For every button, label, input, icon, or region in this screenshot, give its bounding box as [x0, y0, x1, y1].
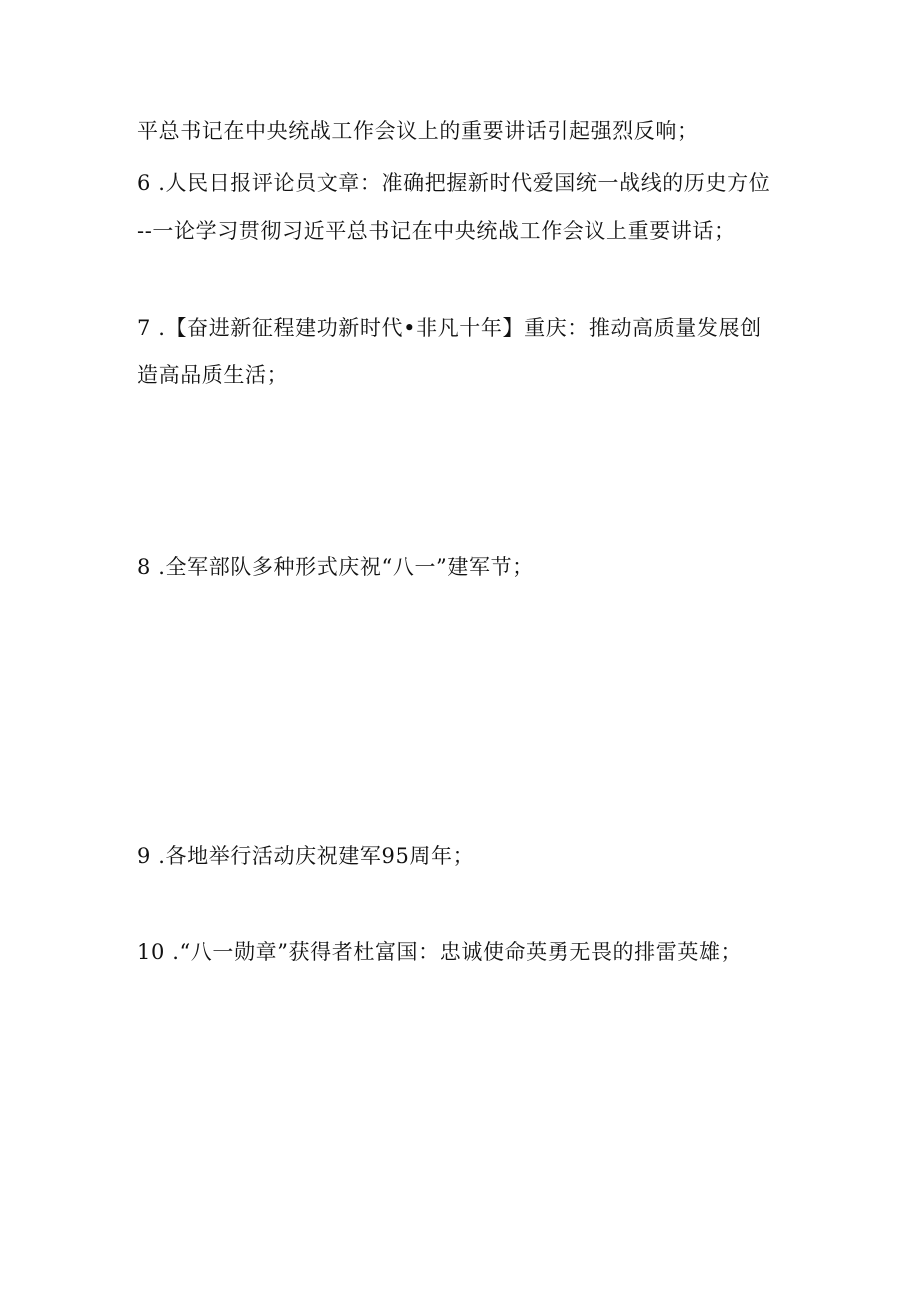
- item-10: 10 .“八一勋章”获得者杜富国：忠诚使命英勇无畏的排雷英雄；: [137, 940, 743, 964]
- item-7-line-2: 造高品质生活；: [137, 363, 289, 387]
- item-9: 9 .各地举行活动庆祝建军95周年；: [137, 844, 475, 868]
- item-6-line-2: --一论学习贯彻习近平总书记在中央统战工作会议上重要讲话；: [137, 219, 736, 243]
- item-5-continuation: 平总书记在中央统战工作会议上的重要讲话引起强烈反响；: [137, 119, 699, 143]
- item-8: 8 .全军部队多种形式庆祝“八一”建军节；: [137, 555, 534, 579]
- item-6-line-1: 6 .人民日报评论员文章：准确把握新时代爱国统一战线的历史方位: [137, 171, 771, 195]
- item-7-line-1: 7 .【奋进新征程建功新时代•非凡十年】重庆：推动高质量发展创: [137, 316, 762, 340]
